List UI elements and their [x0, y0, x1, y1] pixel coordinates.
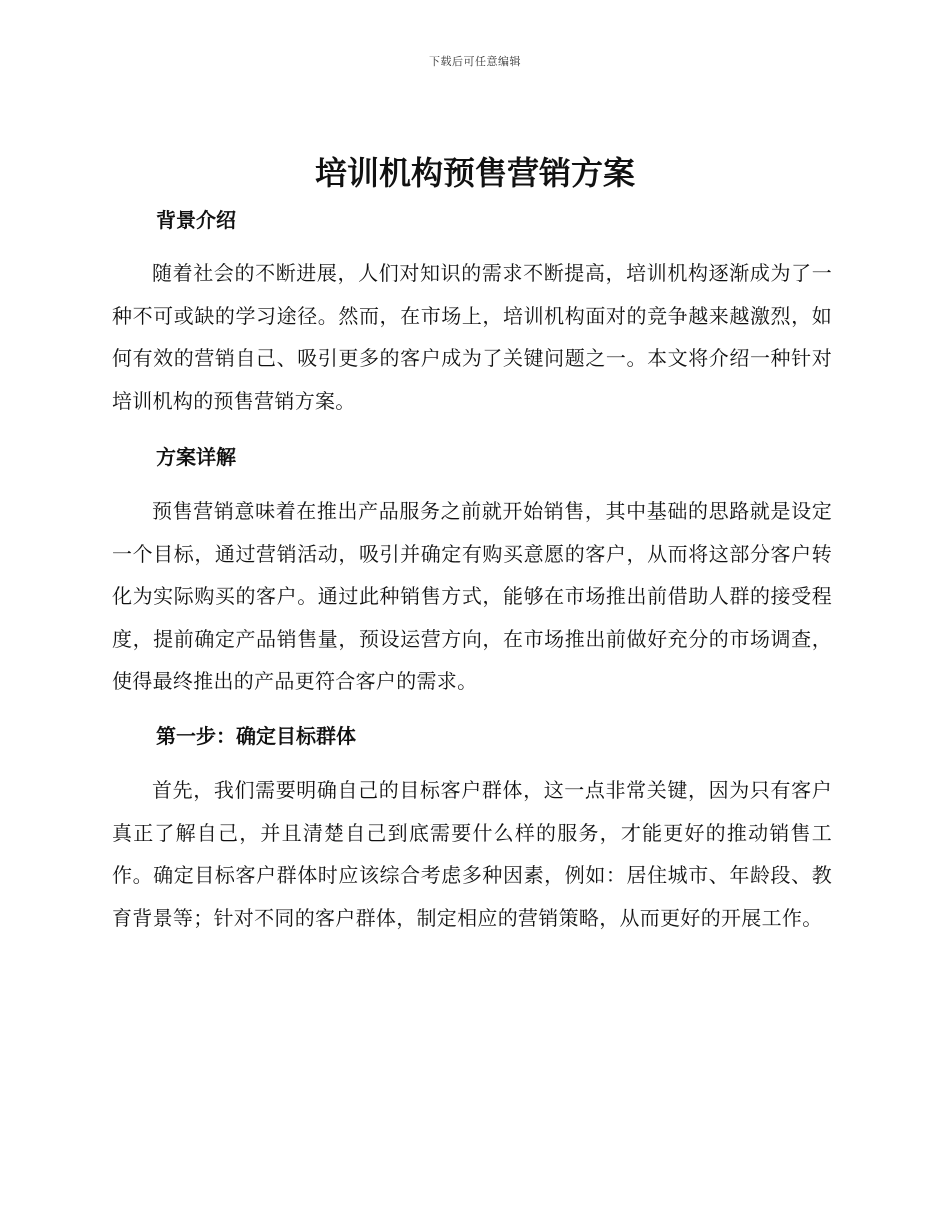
section-heading-background: 背景介绍: [156, 208, 236, 232]
section-heading-plan-details: 方案详解: [156, 445, 236, 469]
document-title: 培训机构预售营销方案: [314, 154, 635, 192]
section-heading-step-one: 第一步：确定目标群体: [156, 724, 356, 748]
header-note: 下载后可任意编辑: [429, 55, 521, 68]
section-paragraph-step-one: 首先，我们需要明确自己的目标客户群体，这一点非常关键，因为只有客户真正了解自己，并且清楚自己到底需要什么样的服务，才能更好的推动销售工作。确定目标客户群体时应该综合考虑多种因素，例如：居住城市、年龄段、教育背景等；针对不同的客户群体，制定相应的营销策略，从而更好的开展工作。: [112, 778, 832, 930]
section-paragraph-background: 随着社会的不断进展，人们对知识的需求不断提高，培训机构逐渐成为了一种不可或缺的学习途径。然而，在市场上，培训机构面对的竞争越来越激烈，如何有效的营销自己、吸引更多的客户成为了关键问题之一。本文将介绍一种针对培训机构的预售营销方案。: [112, 261, 832, 413]
section-paragraph-plan-details: 预售营销意味着在推出产品服务之前就开始销售，其中基础的思路就是设定一个目标，通过营销活动，吸引并确定有购买意愿的客户，从而将这部分客户转化为实际购买的客户。通过此种销售方式，能够在市场推出前借助人群的接受程度，提前确定产品销售量，预设运营方向，在市场推出前做好充分的市场调查，使得最终推出的产品更符合客户的需求。: [112, 499, 832, 693]
